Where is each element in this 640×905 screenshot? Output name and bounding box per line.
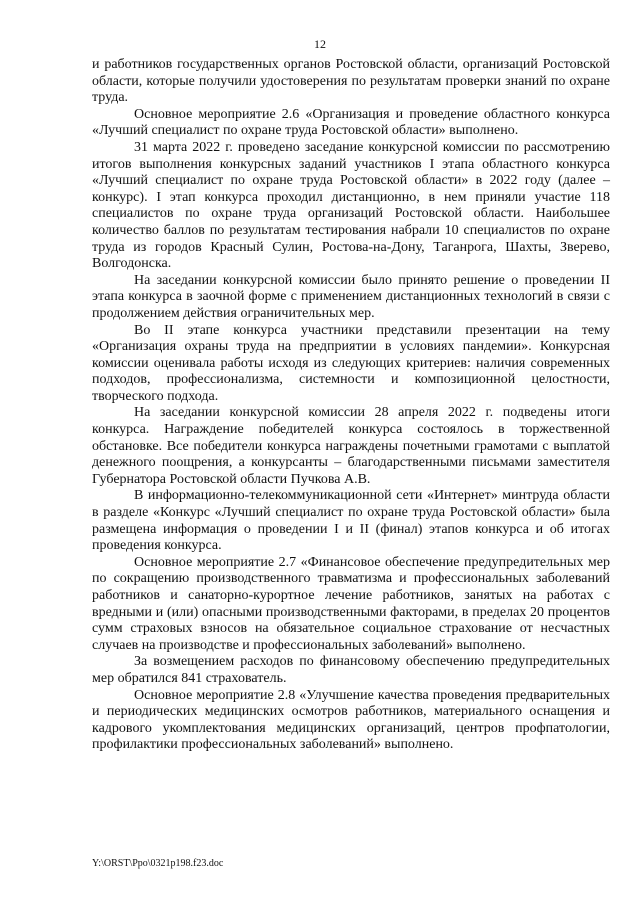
paragraph-event-2-8: Основное мероприятие 2.8 «Улучшение качества проведения предварительных и периодических медицинских осмотров работников, материального оснащения и кадрового укомплектования медицинских организаций, центров профпатологии, профилактики профессиональных заболеваний» выполнено. <box>92 687 610 753</box>
document-body <box>92 57 610 754</box>
paragraph-event-2-7: Основное мероприятие 2.7 «Финансовое обеспечение предупредительных мер по сокращению производственного травматизма и профессиональных заболеваний работников и санаторно-курортное лечение работников, занятых на работах с вредными и (или) опасными производственными факторами, в пределах 20 процентов сумм страховых взносов на обязательное социальное страхование от несчастных случаев на производстве и профессиональных заболеваний» выполнено. <box>92 554 610 653</box>
footer-file-path: Y:\ORST\Ppo\0321p198.f23.doc <box>92 858 224 869</box>
paragraph-results: На заседании конкурсной комиссии 28 апреля 2022 г. подведены итоги конкурса. Награждение победителей конкурса состоялось в торжественной обстановке. Все победители конкурса награждены почетными грамотами с выплатой денежного поощрения, а конкурсанты – благодарственными письмами заместителя Губернатора Ростовской области Пучкова А.В. <box>92 405 610 487</box>
page-number: 12 <box>314 37 326 51</box>
paragraph-continuation: и работников государственных органов Ростовской области, организаций Ростовской области, которые получили удостоверения по результатам проверки знаний по охране труда. <box>92 57 610 106</box>
paragraph-internet-info: В информационно-телекоммуникационной сети «Интернет» минтруда области в разделе «Конкурс «Лучший специалист по охране труда Ростовской области» была размещена информация о проведении I и II (финал) этапов конкурса и об итогах проведения конкурса. <box>92 488 610 554</box>
paragraph-reimbursement: За возмещением расходов по финансовому обеспечению предупредительных мер обратился 841 страхователь. <box>92 654 610 686</box>
paragraph-stage-two-decision: На заседании конкурсной комиссии было принято решение о проведении II этапа конкурса в заочной форме с применением дистанционных технологий в связи с продолжением действия ограничительных мер. <box>92 272 610 321</box>
paragraph-commission-meeting: 31 марта 2022 г. проведено заседание конкурсной комиссии по рассмотрению итогов выполнения конкурсных заданий участников I этапа областного конкурса «Лучший специалист по охране труда Ростовской области» в 2022 году (далее – конкурс). I этап конкурса проходил дистанционно, в нем приняли участие 118 специалистов по охране труда организаций Ростовской области. Наибольшее количество баллов по результатам тестирования набрали 10 специалистов по охране труда из городов Красный Сулин, Ростова-на-Дону, Таганрога, Шахты, Зверево, Волгодонска. <box>92 139 610 272</box>
paragraph-event-2-6: Основное мероприятие 2.6 «Организация и проведение областного конкурса «Лучший специалист по охране труда Ростовской области» выполнено. <box>92 106 610 139</box>
paragraph-stage-two-presentations: Во II этапе конкурса участники представили презентации на тему «Организация охраны труда на предприятии в условиях пандемии». Конкурсная комиссии оценивала работы исходя из следующих критериев: наличия современных подходов, профессионализма, системности и композиционной целостности, творческого подхода. <box>92 322 610 404</box>
